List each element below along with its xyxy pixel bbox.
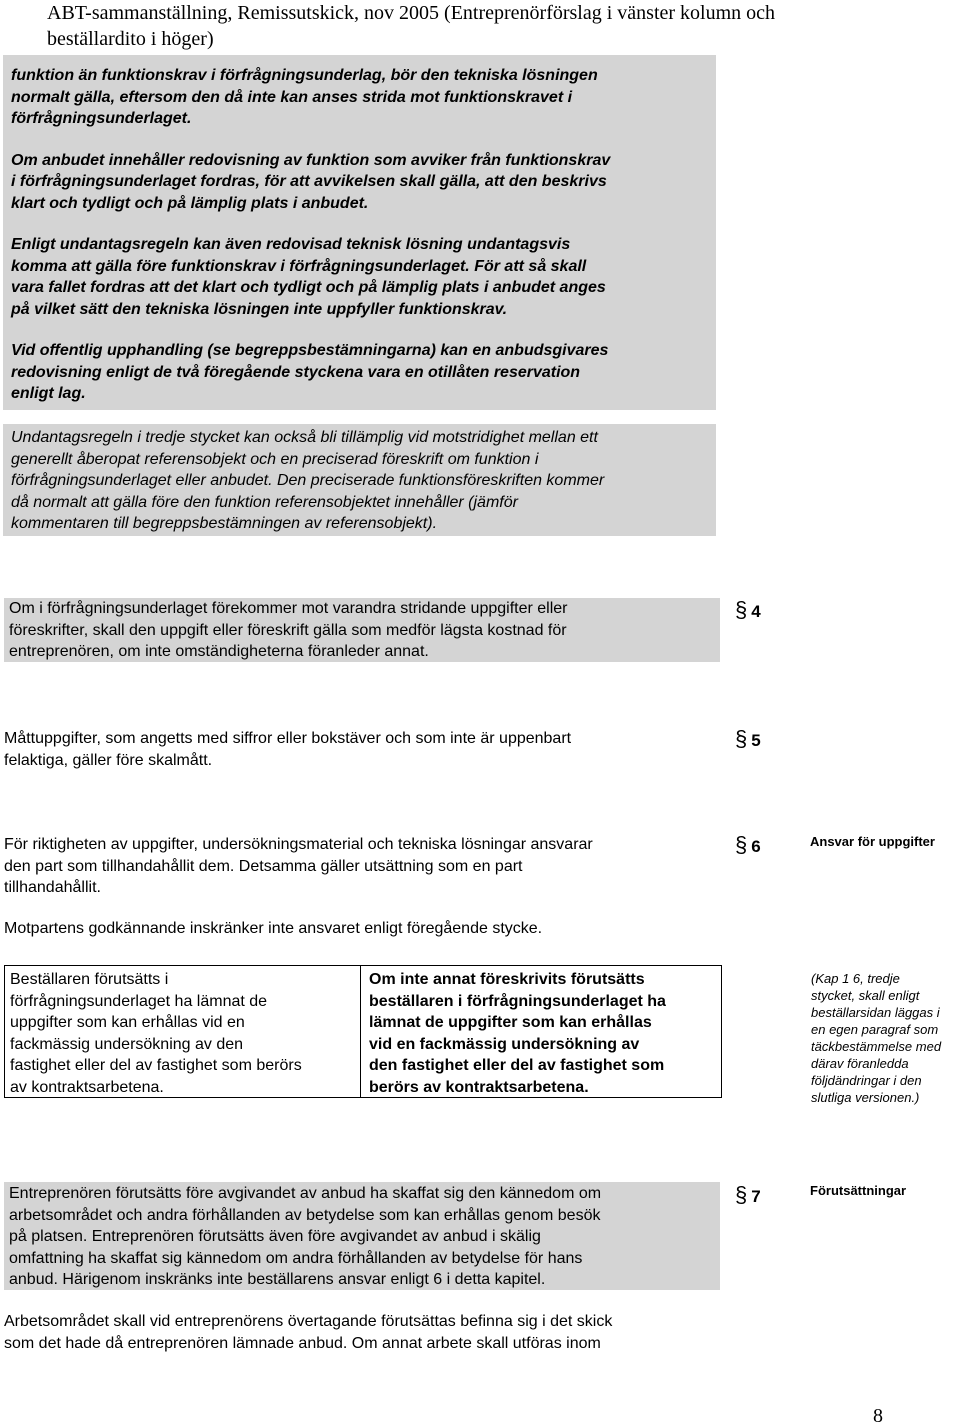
text-line: Om anbudet innehåller redovisning av funktion som avviker från funktionskrav — [11, 151, 611, 169]
text-line: uppgifter som kan erhållas vid en — [10, 1014, 245, 1031]
text-line: tillhandahållit. — [4, 879, 101, 896]
header-line-2: beställardito i höger) — [47, 28, 214, 50]
paragraph — [3, 214, 716, 320]
text-line: beställarsidan läggas i — [811, 1005, 940, 1020]
text-line: en egen paragraf som — [811, 1022, 939, 1037]
text-line: omfattning ha skaffat sig kännedom om andra förhållanden av betydelse för hans — [9, 1249, 583, 1267]
section-7-reference — [735, 1182, 761, 1208]
paragraph-sign-icon: § — [735, 1182, 748, 1207]
text-line: Om inte annat föreskrivits förutsätts — [369, 971, 645, 988]
text-line: den fastighet eller del av fastighet som — [369, 1057, 665, 1074]
section-5-reference — [735, 726, 761, 752]
page-number: 8 — [873, 1405, 883, 1427]
text-line: normalt gälla, eftersom den då inte kan anses strida mot funktionskravet i — [11, 88, 573, 106]
section-number: 5 — [751, 731, 761, 750]
text-line: anbud. Härigenom inskränks inte beställarens ansvar enligt 6 i detta kapitel. — [9, 1271, 546, 1288]
text-line: Entreprenören förutsätts före avgivandet av anbud ha skaffat sig den kännedom om — [9, 1185, 602, 1202]
text-line: arbetsområdet och andra förhållanden av betydelse som kan erhållas genom besök — [9, 1206, 601, 1224]
text-line: entreprenören, om inte omständigheterna föranleder annat. — [9, 643, 429, 660]
comment-box-bold-italic — [3, 55, 716, 410]
text-line: fackmässig undersökning av den — [10, 1035, 244, 1053]
text-line: funktion än funktionskrav i förfrågningsunderlag, bör den tekniska lösningen — [11, 67, 598, 84]
table-cell-contractor — [5, 966, 361, 1097]
text-line: lämnat de uppgifter som kan erhållas — [369, 1014, 652, 1031]
text-line: förfrågningsunderlaget eller anbudet. Den preciserade funktionsföreskriften kommer — [11, 472, 605, 489]
text-line: Beställaren förutsätts i — [10, 971, 169, 988]
paragraph — [3, 320, 716, 405]
text-line: Arbetsområdet skall vid entreprenörens övertagande förutsättas befinna sig i det skick — [4, 1313, 613, 1330]
text-line: Undantagsregeln i tredje stycket kan också bli tillämplig vid motstridighet mellan ett — [11, 429, 598, 446]
section-5-text — [4, 728, 720, 771]
comparison-table — [4, 965, 722, 1098]
section-4-reference — [735, 597, 761, 623]
text-line: som det hade då entreprenören lämnade anbud. Om annat arbete skall utföras inom — [4, 1334, 601, 1352]
section-number: 6 — [751, 837, 761, 856]
text-line: vid en fackmässig undersökning av — [369, 1035, 640, 1053]
text-line: klart och tydligt och på lämplig plats i anbudet. — [11, 194, 369, 212]
header-line-1: ABT-sammanställning, Remissutskick, nov 2005 (Entreprenörförslag i vänster kolumn och — [47, 2, 776, 24]
text-line: förfrågningsunderlaget. — [11, 110, 192, 127]
text-line: täckbestämmelse med — [811, 1039, 942, 1054]
paragraph-sign-icon: § — [735, 832, 748, 857]
text-line: (Kap 1 6, tredje — [811, 971, 900, 986]
comment-box-italic — [3, 424, 716, 536]
table-cell-client — [362, 966, 721, 1097]
text-line: För riktigheten av uppgifter, undersökningsmaterial och tekniska lösningar ansvarar — [4, 836, 593, 853]
section-6-paragraph-2: Motpartens godkännande inskränker inte ansvaret enligt föregående stycke. — [4, 920, 543, 937]
text-line: i förfrågningsunderlaget fordras, för att avvikelsen skall gälla, att den beskrivs — [11, 173, 607, 190]
text-line: följdändringar i den — [811, 1073, 922, 1088]
text-line: av kontraktsarbetena. — [10, 1078, 164, 1096]
section-6-title: Ansvar för uppgifter — [810, 834, 935, 849]
paragraph-sign-icon: § — [735, 726, 748, 751]
text-line: berörs av kontraktsarbetena. — [369, 1078, 589, 1096]
text-line: Vid offentlig upphandling (se begreppsbestämningarna) kan en anbudsgivares — [11, 342, 609, 359]
text-line: generellt åberopat referensobjekt och en preciserad föreskrift om funktion i — [11, 450, 539, 468]
paragraph — [3, 130, 716, 215]
text-line: enligt lag. — [11, 385, 86, 402]
text-line: vara fallet fordras att det klart och tydligt och på lämplig plats i anbudet anges — [11, 279, 606, 296]
section-6-reference — [735, 832, 761, 858]
section-7-paragraph-2 — [4, 1311, 720, 1354]
margin-note — [811, 970, 960, 1106]
text-line: den part som tillhandahållit dem. Detsamma gäller utsättning som en part — [4, 857, 523, 875]
section-4-text — [4, 598, 720, 662]
section-6-text — [4, 834, 720, 899]
section-number: 4 — [751, 602, 761, 621]
text-line: Enligt undantagsregeln kan även redovisad teknisk lösning undantagsvis — [11, 236, 571, 253]
paragraph — [3, 424, 716, 535]
text-line: Måttuppgifter, som angetts med siffror eller bokstäver och som inte är uppenbart — [4, 730, 572, 747]
document-header — [47, 0, 927, 52]
text-line: föreskrifter, skall den uppgift eller föreskrift gälla som medför lägsta kostnad för — [9, 621, 567, 639]
text-line: förfrågningsunderlaget ha lämnat de — [10, 992, 268, 1010]
text-line: Om i förfrågningsunderlaget förekommer mot varandra stridande uppgifter eller — [9, 600, 568, 617]
text-line: på vilket sätt den tekniska lösningen inte uppfyller funktionskrav. — [11, 300, 508, 318]
paragraph — [3, 55, 716, 130]
text-line: kommentaren till begreppsbestämningen av referensobjekt). — [11, 515, 438, 532]
text-line: felaktiga, gäller före skalmått. — [4, 751, 213, 769]
text-line: fastighet eller del av fastighet som berörs — [10, 1057, 302, 1074]
text-line: på platsen. Entreprenören förutsätts även före avgivandet av anbud i skälig — [9, 1228, 541, 1245]
text-line: beställaren i förfrågningsunderlaget ha — [369, 992, 666, 1010]
paragraph-sign-icon: § — [735, 597, 748, 622]
text-line: stycket, skall enligt — [811, 988, 920, 1003]
text-line: komma att gälla före funktionskrav i förfrågningsunderlaget. För att så skall — [11, 257, 587, 275]
text-line: därav föranledda — [811, 1056, 909, 1071]
text-line: redovisning enligt de två föregående styckena vara en otillåten reservation — [11, 363, 581, 381]
text-line: slutliga versionen.) — [811, 1090, 920, 1105]
section-number: 7 — [751, 1187, 761, 1206]
section-7-title: Förutsättningar — [810, 1183, 907, 1198]
text-line: då normalt att gälla före den funktion referensobjektet innehåller (jämför — [11, 493, 518, 511]
section-7-text — [4, 1182, 720, 1290]
